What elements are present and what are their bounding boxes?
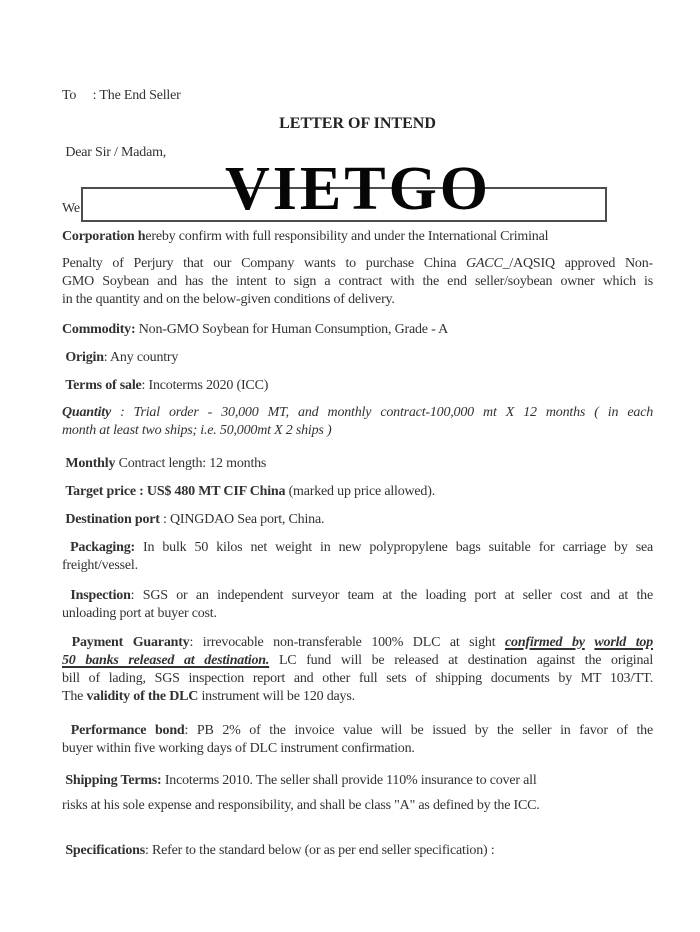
text-run — [62, 723, 71, 738]
text-run: Origin — [65, 350, 104, 365]
text-line — [62, 740, 653, 758]
text-run: : Trial order - 30,000 MT, and monthly contract-100,000 mt X 12 months ( in each — [120, 405, 654, 420]
paragraph-to — [62, 87, 653, 105]
text-line — [62, 652, 653, 670]
text-run: : irrevocable non-transferable 100% DLC at sight — [189, 635, 506, 650]
text-run: in the quantity and on the below-given conditions of delivery. — [62, 292, 395, 307]
text-line — [62, 377, 653, 395]
text-run: ereby confirm with full responsibility and under the International Criminal — [145, 229, 549, 244]
text-run: Packaging: — [70, 540, 135, 555]
text-run: Contract length: 12 months — [115, 456, 267, 471]
paragraph-terms — [62, 377, 653, 395]
text-run: instrument will be 120 days. — [198, 689, 355, 704]
paragraph-shipping1 — [62, 772, 653, 790]
text-line — [62, 557, 653, 575]
text-run: bill of lading, SGS inspection report and other full sets of shipping documents by MT 103/TT. — [62, 671, 653, 686]
text-run: Terms of sale — [65, 378, 142, 393]
text-line — [62, 539, 653, 557]
text-run: LC fund will be released at destination against the original — [269, 653, 654, 668]
text-line — [62, 842, 653, 860]
text-run: Target price : US$ 480 MT CIF China — [65, 484, 286, 499]
paragraph-penalty — [62, 255, 653, 309]
text-run: world top — [594, 635, 653, 650]
paragraph-packaging — [62, 539, 653, 575]
text-line — [62, 321, 653, 339]
text-run: LETTER OF INTEND — [279, 115, 436, 132]
paragraph-shipping2 — [62, 797, 653, 815]
paragraph-quantity — [62, 404, 653, 440]
paragraph-performance — [62, 722, 653, 758]
paragraph-title — [62, 115, 653, 133]
text-run: validity of the DLC — [86, 689, 199, 704]
text-line — [62, 422, 653, 440]
text-run: : QINGDAO Sea port, China. — [159, 512, 325, 527]
text-run: Quantity — [62, 405, 121, 420]
text-line — [62, 511, 653, 529]
text-run: confirmed by — [505, 635, 585, 650]
text-run: Incoterms 2010. The seller shall provide 110% insurance to cover all — [161, 773, 537, 788]
text-run: To : The End Seller — [62, 88, 181, 103]
text-run: We — [62, 201, 80, 216]
paragraph-destination — [62, 511, 653, 529]
paragraph-specifications — [62, 842, 653, 860]
text-run: GACC_ — [466, 256, 510, 271]
text-line — [62, 587, 653, 605]
text-line — [62, 255, 653, 273]
text-run: Shipping Terms: — [65, 773, 162, 788]
text-line — [62, 115, 653, 133]
text-line — [62, 688, 653, 706]
text-run: In bulk 50 kilos net weight in new polypropylene bags suitable for carriage by sea — [134, 540, 653, 555]
text-run: : Incoterms 2020 (ICC) — [141, 378, 269, 393]
text-run — [62, 635, 72, 650]
text-run: Corporation h — [62, 229, 146, 244]
text-run: risks at his sole expense and responsibility, and shall be class "A" as defined by the ICC. — [62, 798, 540, 813]
text-line — [62, 772, 653, 790]
text-line — [62, 483, 653, 501]
text-line — [62, 349, 653, 367]
text-run: Monthly — [65, 456, 116, 471]
text-run: Performance bond — [70, 723, 185, 738]
text-line — [62, 404, 653, 422]
text-run: : SGS or an independent surveyor team at the loading port at seller cost and at the — [130, 588, 654, 603]
text-line — [62, 605, 653, 623]
paragraph-payment — [62, 634, 653, 706]
text-run: The — [62, 689, 87, 704]
text-run: Dear Sir / Madam, — [62, 145, 167, 160]
text-run: Inspection — [70, 588, 131, 603]
vietgo-watermark: VIETGO — [224, 155, 492, 223]
text-run: buyer within five working days of DLC instrument confirmation. — [62, 741, 415, 756]
text-line — [62, 273, 653, 291]
text-run: unloading port at buyer cost. — [62, 606, 217, 621]
text-run: Specifications — [65, 843, 145, 858]
text-run: Non-GMO Soybean for Human Consumption, Grade - A — [135, 322, 448, 337]
text-line — [62, 797, 653, 815]
paragraph-origin — [62, 349, 653, 367]
text-line — [62, 455, 653, 473]
paragraph-commodity — [62, 321, 653, 339]
text-run: 50 banks released at destination. — [62, 653, 270, 668]
text-run: Penalty of Perjury that our Company wants to purchase China — [62, 256, 467, 271]
text-run: (marked up price allowed). — [285, 484, 435, 499]
paragraph-inspection — [62, 587, 653, 623]
text-run: freight/vessel. — [62, 558, 138, 573]
text-run: Commodity: — [62, 322, 136, 337]
text-run: : PB 2% of the invoice value will be issued by the seller in favor of the — [184, 723, 653, 738]
text-line — [62, 670, 653, 688]
text-run: Payment Guaranty — [71, 635, 190, 650]
paragraph-corporation — [62, 228, 653, 246]
text-line — [62, 228, 653, 246]
text-line — [62, 722, 653, 740]
paragraph-monthly — [62, 455, 653, 473]
text-line — [62, 291, 653, 309]
paragraph-target — [62, 483, 653, 501]
text-run: : Any country — [103, 350, 179, 365]
text-run: GMO Soybean and has the intent to sign a contract with the end seller/soybean owner which is — [62, 274, 653, 289]
text-line — [62, 87, 653, 105]
text-line — [62, 634, 653, 652]
text-run — [585, 635, 595, 650]
text-run — [62, 540, 70, 555]
text-run: /AQSIQ approved Non- — [509, 256, 653, 271]
text-run: : Refer to the standard below (or as per end seller specification) : — [144, 843, 495, 858]
text-run: month at least two ships; i.e. 50,000mt X 2 ships ) — [62, 423, 332, 438]
text-run: Destination port — [65, 512, 160, 527]
